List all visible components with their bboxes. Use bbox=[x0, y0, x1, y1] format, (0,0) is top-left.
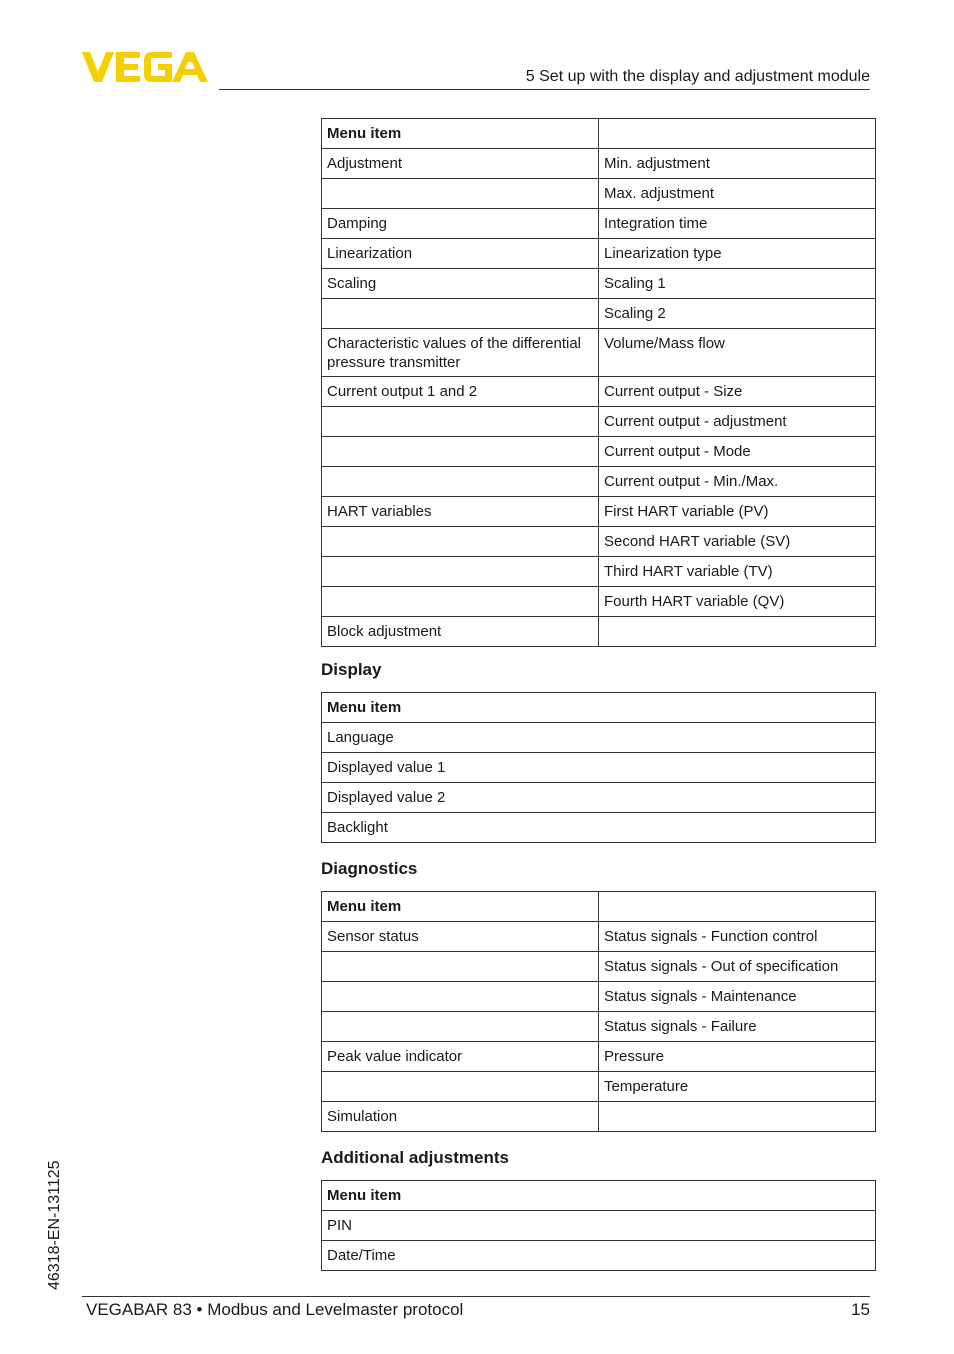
table-row bbox=[322, 1102, 876, 1132]
table-row bbox=[322, 377, 876, 407]
table-cell bbox=[599, 1102, 876, 1132]
table-row bbox=[322, 467, 876, 497]
diagnostics-table-wrapper bbox=[321, 891, 876, 1132]
table-cell: Scaling 1 bbox=[599, 269, 876, 299]
table-cell: Simulation bbox=[322, 1102, 599, 1132]
table-row bbox=[322, 1241, 876, 1271]
table-row bbox=[322, 1072, 876, 1102]
additional-heading: Additional adjustments bbox=[321, 1148, 509, 1167]
table-cell: Damping bbox=[322, 209, 599, 239]
setup-menu-table bbox=[321, 118, 876, 647]
table-cell bbox=[322, 952, 599, 982]
table-row bbox=[322, 617, 876, 647]
display-table-wrapper bbox=[321, 692, 876, 843]
table-cell: HART variables bbox=[322, 497, 599, 527]
table-row bbox=[322, 299, 876, 329]
table-header-cell: Menu item bbox=[322, 1181, 876, 1211]
table-header-cell bbox=[599, 892, 876, 922]
table-cell bbox=[322, 407, 599, 437]
table-cell: Current output - adjustment bbox=[599, 407, 876, 437]
table-cell: Status signals - Function control bbox=[599, 922, 876, 952]
table-cell: Second HART variable (SV) bbox=[599, 527, 876, 557]
table-cell: Peak value indicator bbox=[322, 1042, 599, 1072]
table-cell: Adjustment bbox=[322, 149, 599, 179]
table-cell: Scaling bbox=[322, 269, 599, 299]
table-cell bbox=[322, 437, 599, 467]
additional-table-wrapper bbox=[321, 1180, 876, 1271]
table-cell: Linearization type bbox=[599, 239, 876, 269]
table-row bbox=[322, 587, 876, 617]
table-row bbox=[322, 1042, 876, 1072]
page-number: 15 bbox=[851, 1300, 870, 1319]
table-row bbox=[322, 1012, 876, 1042]
table-cell bbox=[322, 467, 599, 497]
footer-divider bbox=[82, 1296, 870, 1297]
table-header-cell bbox=[599, 119, 876, 149]
table-cell: PIN bbox=[322, 1211, 876, 1241]
table-row bbox=[322, 952, 876, 982]
vega-logo bbox=[82, 52, 212, 82]
table-cell: Scaling 2 bbox=[599, 299, 876, 329]
table-header-cell: Menu item bbox=[322, 119, 599, 149]
table-row bbox=[322, 982, 876, 1012]
table-row bbox=[322, 753, 876, 783]
diagnostics-heading: Diagnostics bbox=[321, 859, 418, 878]
table-cell bbox=[322, 527, 599, 557]
table-row bbox=[322, 1211, 876, 1241]
table-cell: Volume/Mass flow bbox=[599, 329, 876, 377]
table-row bbox=[322, 723, 876, 753]
table-cell: Max. adjustment bbox=[599, 179, 876, 209]
table-cell bbox=[322, 982, 599, 1012]
table-header-row bbox=[322, 693, 876, 723]
table-cell: Current output - Mode bbox=[599, 437, 876, 467]
table-row bbox=[322, 329, 876, 377]
additional-menu-table bbox=[321, 1180, 876, 1271]
table-cell: Status signals - Failure bbox=[599, 1012, 876, 1042]
table-cell: Language bbox=[322, 723, 876, 753]
table-cell bbox=[599, 617, 876, 647]
table-cell: Characteristic values of the differential pressure transmitter bbox=[322, 329, 599, 377]
table-row bbox=[322, 783, 876, 813]
table-cell: Backlight bbox=[322, 813, 876, 843]
table-cell bbox=[322, 299, 599, 329]
table-cell: Fourth HART variable (QV) bbox=[599, 587, 876, 617]
table-row bbox=[322, 179, 876, 209]
table-row bbox=[322, 209, 876, 239]
display-heading: Display bbox=[321, 660, 382, 679]
table-header-row bbox=[322, 892, 876, 922]
diagnostics-menu-table bbox=[321, 891, 876, 1132]
footer-product: VEGABAR 83 • Modbus and Levelmaster protocol bbox=[86, 1300, 464, 1319]
table-cell bbox=[322, 1072, 599, 1102]
table-row bbox=[322, 149, 876, 179]
table-cell bbox=[322, 1012, 599, 1042]
table-cell: Third HART variable (TV) bbox=[599, 557, 876, 587]
table-row bbox=[322, 527, 876, 557]
table-header-row bbox=[322, 119, 876, 149]
table-cell: Current output 1 and 2 bbox=[322, 377, 599, 407]
table-row bbox=[322, 497, 876, 527]
table-cell: Linearization bbox=[322, 239, 599, 269]
table-cell: Min. adjustment bbox=[599, 149, 876, 179]
table-cell: Displayed value 1 bbox=[322, 753, 876, 783]
table-cell: Displayed value 2 bbox=[322, 783, 876, 813]
table-row bbox=[322, 407, 876, 437]
table-cell: Date/Time bbox=[322, 1241, 876, 1271]
table-row bbox=[322, 922, 876, 952]
table-cell: First HART variable (PV) bbox=[599, 497, 876, 527]
table-row bbox=[322, 813, 876, 843]
header-divider bbox=[219, 89, 870, 90]
table-row bbox=[322, 437, 876, 467]
section-title: 5 Set up with the display and adjustment module bbox=[525, 68, 870, 85]
table-cell: Sensor status bbox=[322, 922, 599, 952]
table-header-cell: Menu item bbox=[322, 892, 599, 922]
table-cell: Pressure bbox=[599, 1042, 876, 1072]
table-cell: Current output - Min./Max. bbox=[599, 467, 876, 497]
display-menu-table bbox=[321, 692, 876, 843]
table-cell bbox=[322, 557, 599, 587]
table-header-cell: Menu item bbox=[322, 693, 876, 723]
table-row bbox=[322, 239, 876, 269]
table-row bbox=[322, 269, 876, 299]
table-header-row bbox=[322, 1181, 876, 1211]
table-cell: Current output - Size bbox=[599, 377, 876, 407]
table-cell: Status signals - Maintenance bbox=[599, 982, 876, 1012]
table-cell bbox=[322, 587, 599, 617]
table-cell: Integration time bbox=[599, 209, 876, 239]
table-row bbox=[322, 557, 876, 587]
table-cell bbox=[322, 179, 599, 209]
table-cell: Temperature bbox=[599, 1072, 876, 1102]
document-id: 46318-EN-131125 bbox=[46, 1160, 63, 1290]
table-cell: Status signals - Out of specification bbox=[599, 952, 876, 982]
table-cell: Block adjustment bbox=[322, 617, 599, 647]
setup-table-wrapper bbox=[321, 118, 876, 647]
